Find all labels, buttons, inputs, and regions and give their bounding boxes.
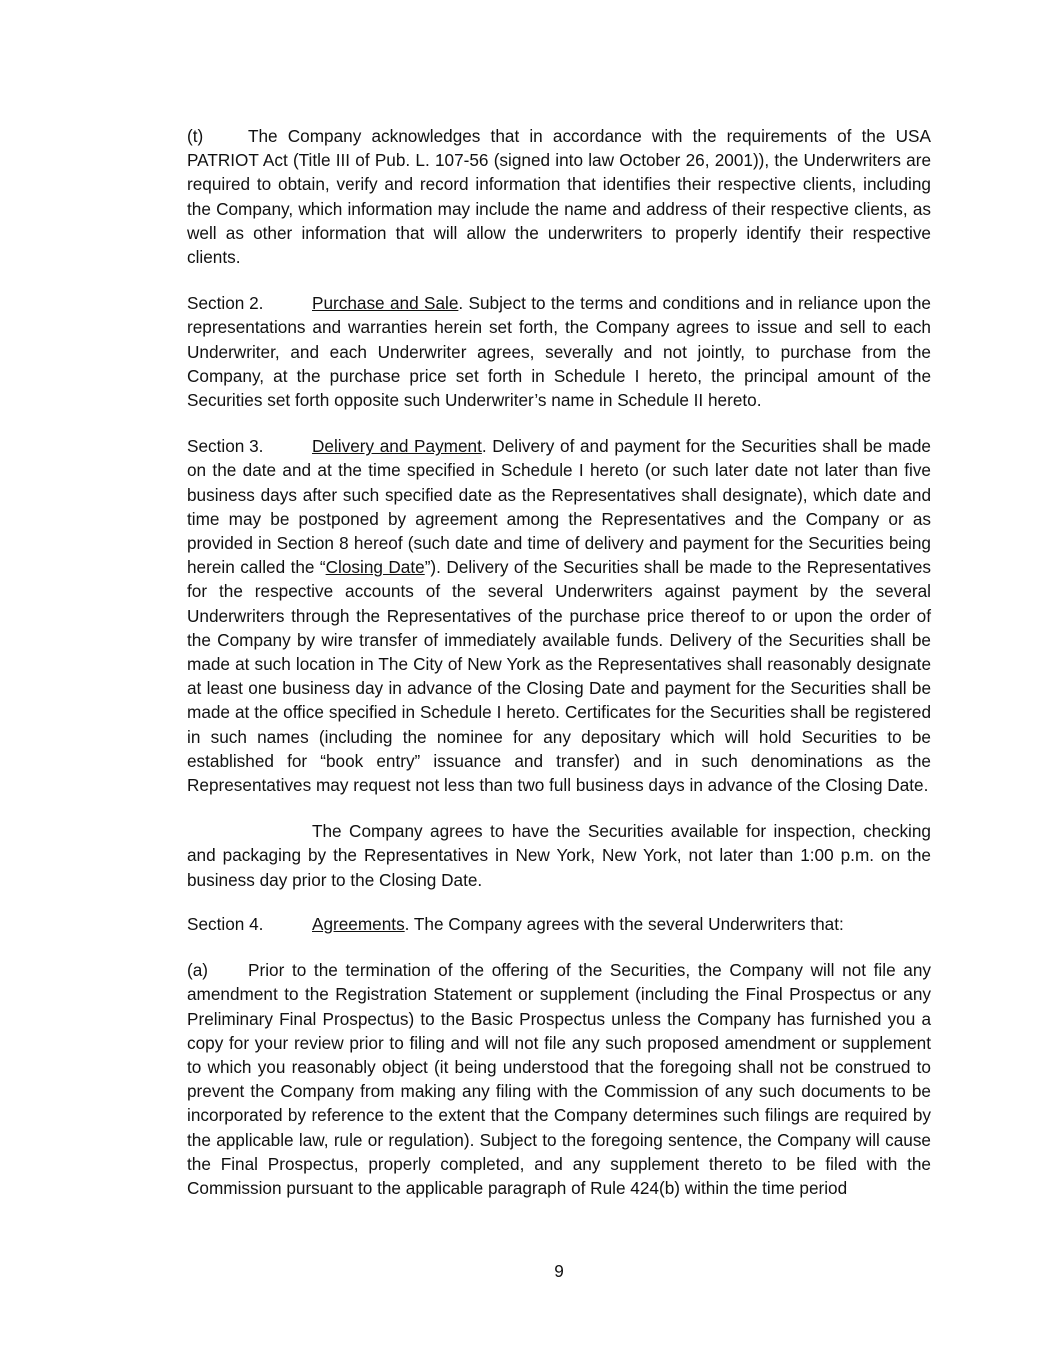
section-3-text-after: ”). Delivery of the Securities shall be made to the Representatives for the respective accounts of the several Underwriters against payment by the several Underwriters through the Representatives of the purchase price thereof to or upon the order of the Company by wire transfer of immediately available funds. Delivery of the Securities shall be made at such location in The City of New York as the Representatives shall reasonably designate at least one business day in advance of the Closing Date and payment for the Securities shall be made at the office specified in Schedule I hereto. Certificates for the Securities shall be registered in such names (including the nominee for any depositary which will hold Securities to be established for “book entry” issuance and transfer) and in such denominations as the Representatives may request not less than two full business days in advance of the Closing Date. [187, 557, 931, 796]
section-2-text: . Subject to the terms and conditions and in reliance upon the representations and warranties herein set forth, the Company agrees to issue and sell to each Underwriter, and each Underwriter agrees, severally and not jointly, to purchase from the Company, at the purchase price set forth in Schedule I hereto, the principal amount of the Securities set forth opposite such Underwriter’s name in Schedule II hereto. [187, 293, 931, 411]
section-4-label: Section 4. [187, 913, 264, 934]
section-2 [187, 291, 931, 412]
section-4-heading: Agreements [312, 913, 405, 934]
section-2-label: Section 2. [187, 293, 264, 314]
page-number: 9 [554, 1261, 564, 1281]
paragraph-a-text: Prior to the termination of the offering of the Securities, the Company will not file any amendment to the Registration Statement or supplement (including the Final Prospectus or any Preliminary Final Prospectus) to the Basic Prospectus unless the Company has furnished you a copy for your review prior to filing and will not file any such proposed amendment or supplement to which you reasonably object (it being understood that the foregoing shall not be construed to prevent the Company from making any filing with the Commission of any such documents to be incorporated by reference to the extent that the Company determines such filings are required by the applicable law, rule or regulation). Subject to the foregoing sentence, the Company will cause the Final Prospectus, properly completed, and any supplement thereto to be filed with the Commission pursuant to the applicable paragraph of Rule 424(b) within the time period [187, 960, 931, 1198]
section-3-text-before: . Delivery of and payment for the Securities shall be made on the date and at the time specified in Schedule I hereto (or such later date not later than five business days after such specified date as the Representatives shall designate), which date and time may be postponed by agreement among the Representatives and the Company or as provided in Section 8 hereof (such date and time of delivery and payment for the Securities being herein called the “ [187, 436, 931, 578]
paragraph-t-label: (t) [187, 126, 204, 146]
section-4-text: . The Company agrees with the several Underwriters that: [404, 913, 844, 934]
section-3-inspection-paragraph [187, 819, 931, 892]
section-3-inspection-text: The Company agrees to have the Securities available for inspection, checking and packaging by the Representatives in New York, New York, not later than 1:00 p.m. on the business day prior to the Closing Date. [187, 821, 931, 890]
section-3 [187, 434, 931, 797]
paragraph-t [187, 124, 931, 269]
closing-date-term: Closing Date [325, 557, 425, 578]
paragraph-t-text: The Company acknowledges that in accordance with the requirements of the USA PATRIOT Act (Title III of Pub. L. 107-56 (signed into law October 26, 2001)), the Underwriters are required to obtain, verify and record information that identifies their respective clients, including the Company, which information may include the name and address of their respective clients, as well as other information that will allow the underwriters to properly identify their respective clients. [187, 126, 931, 268]
paragraph-a [187, 958, 931, 1200]
document-page [187, 124, 931, 1200]
section-3-heading: Delivery and Payment [312, 436, 482, 457]
paragraph-a-label: (a) [187, 960, 209, 981]
section-3-label: Section 3. [187, 436, 264, 457]
section-4 [187, 912, 931, 936]
section-2-heading: Purchase and Sale [312, 293, 459, 314]
